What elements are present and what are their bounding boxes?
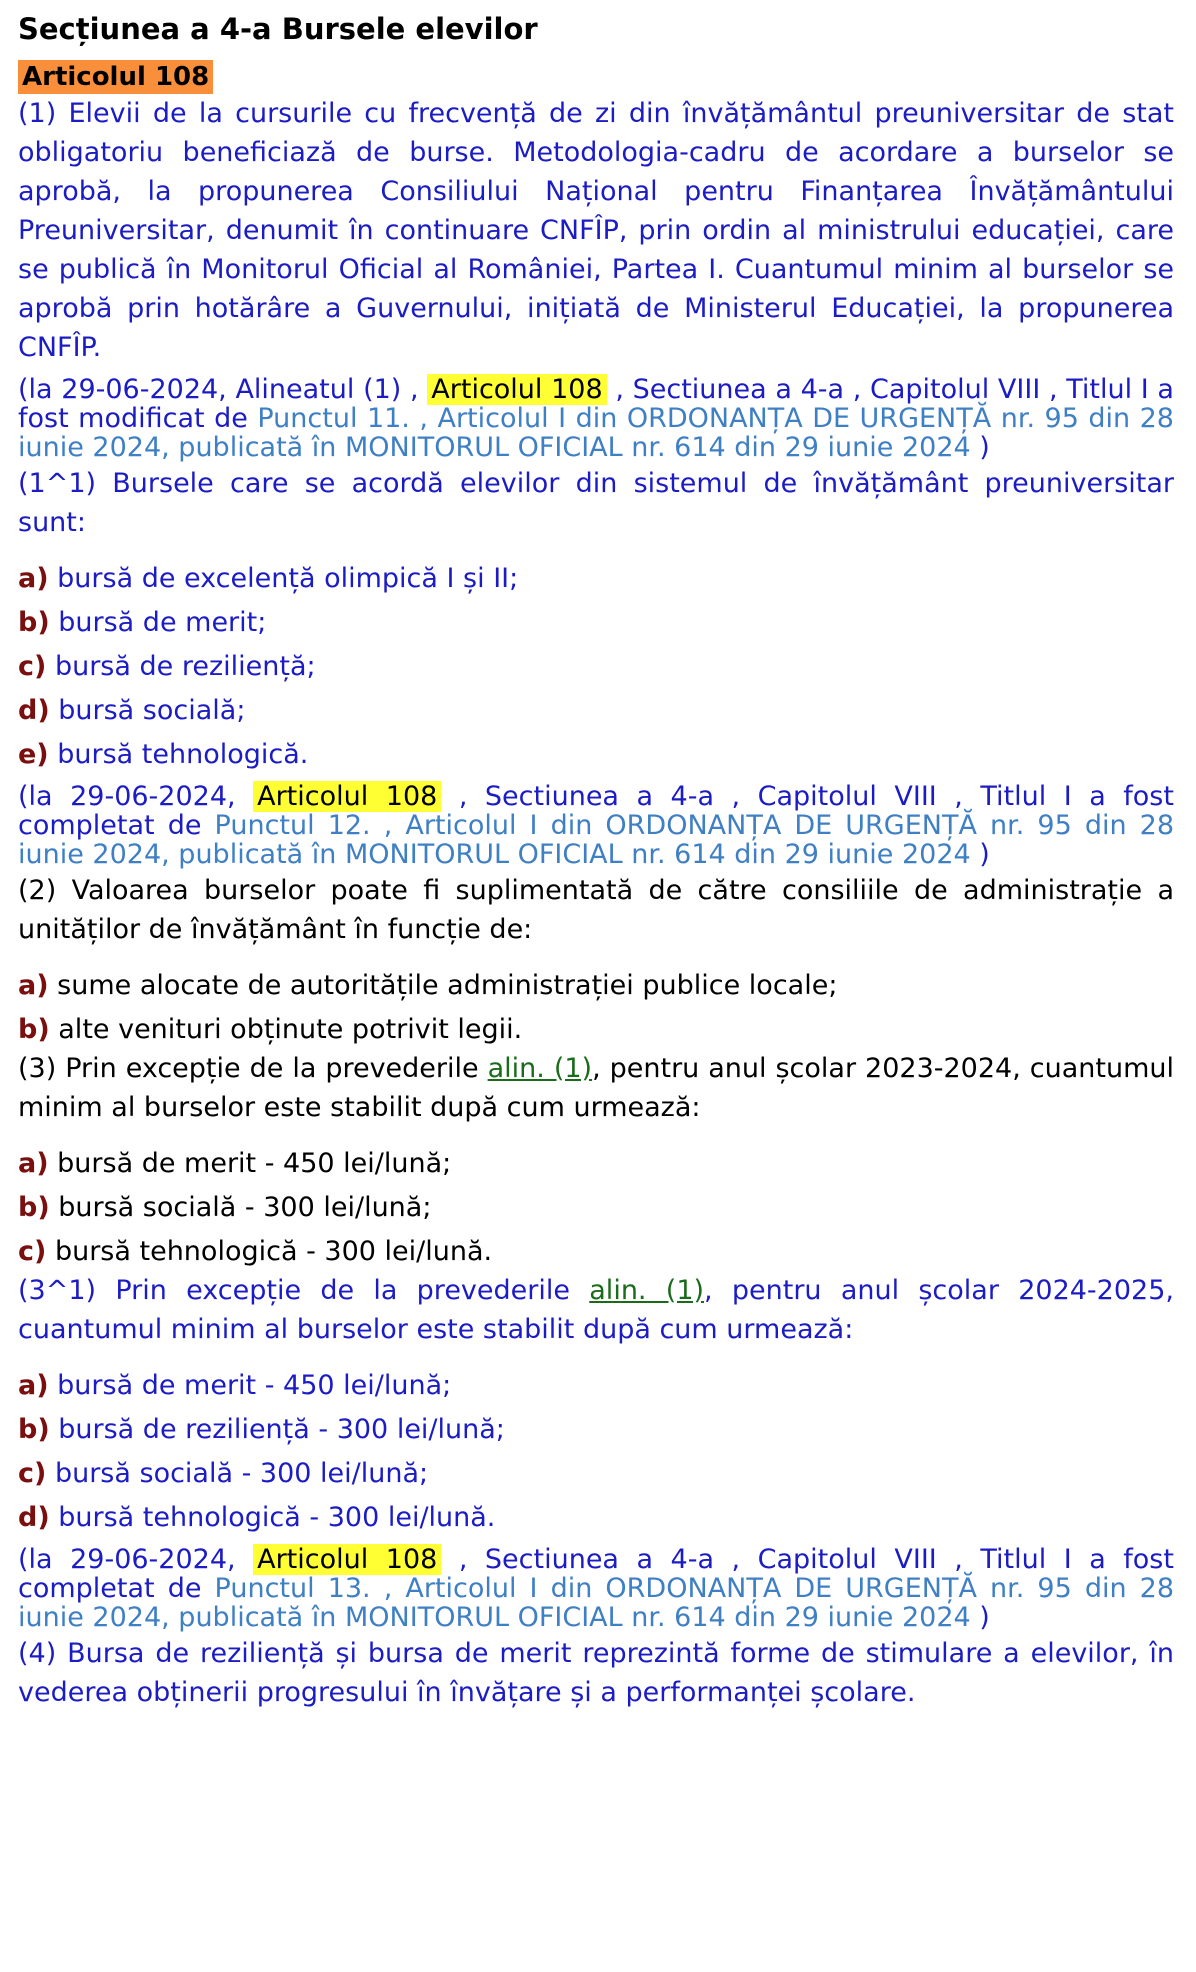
item-text: sume alocate de autoritățile administrației publice locale; xyxy=(57,970,838,1001)
alin-1-link[interactable]: alin. (1) xyxy=(589,1275,705,1306)
paragraph-text: , pentru anul școlar 2024-2025, cuantumul minim al burselor este stabilit după cum urmează: xyxy=(18,1275,1174,1345)
list-2023-2024-amounts xyxy=(18,1144,1174,1271)
item-text: bursă tehnologică. xyxy=(57,739,309,770)
history-date: (la 29-06-2024, xyxy=(18,1544,236,1575)
article-title: Articolul 108 xyxy=(18,60,213,94)
paragraph-3-1 xyxy=(18,1271,1174,1349)
item-text: bursă de merit - 450 lei/lună; xyxy=(57,1370,452,1401)
list-item xyxy=(18,1410,1174,1449)
list-item xyxy=(18,1366,1174,1405)
list-item xyxy=(18,1232,1174,1271)
item-text: bursă de reziliență - 300 lei/lună; xyxy=(58,1414,505,1445)
history-close: ) xyxy=(979,1602,990,1633)
list-burse-types xyxy=(18,559,1174,774)
item-label: c) xyxy=(18,1236,47,1267)
article-link[interactable]: Articolul 108 xyxy=(253,1544,441,1575)
item-label: d) xyxy=(18,695,50,726)
item-text: bursă tehnologică - 300 lei/lună. xyxy=(58,1502,496,1533)
list-item xyxy=(18,603,1174,642)
history-text: , Sectiunea a 4-a , Capitolul VIII , Titlul I a fost completat de xyxy=(18,1544,1174,1604)
item-label: b) xyxy=(18,1014,50,1045)
history-date: (la 29-06-2024, Alineatul (1) , xyxy=(18,374,419,405)
amendment-link[interactable]: Punctul 13. , Articolul I din ORDONANȚA DE URGENȚĂ nr. 95 din 28 iunie 2024, publicată în MONITORUL OFICIAL nr. 614 din 29 iunie 2024 xyxy=(18,1573,1175,1633)
list-item xyxy=(18,966,1174,1005)
paragraph-2: (2) Valoarea burselor poate fi suplimentată de către consiliile de administrație a unităților de învățământ în funcție de: xyxy=(18,875,1174,945)
item-text: bursă socială; xyxy=(58,695,246,726)
item-label: d) xyxy=(18,1502,50,1533)
list-item xyxy=(18,691,1174,730)
item-text: bursă socială - 300 lei/lună; xyxy=(54,1458,429,1489)
list-item xyxy=(18,1188,1174,1227)
history-text: , Sectiunea a 4-a , Capitolul VIII , Titlul I a fost modificat de xyxy=(18,374,1174,434)
item-text: alte venituri obținute potrivit legii. xyxy=(58,1014,523,1045)
item-label: a) xyxy=(18,563,49,594)
amendment-link[interactable]: Punctul 11. , Articolul I din ORDONANȚA DE URGENȚĂ nr. 95 din 28 iunie 2024, publicată în MONITORUL OFICIAL nr. 614 din 29 iunie 2024 xyxy=(18,403,1174,463)
item-text: bursă de reziliență; xyxy=(54,651,316,682)
history-note-3 xyxy=(18,1545,1174,1632)
paragraph-4: (4) Bursa de reziliență și bursa de merit reprezintă forme de stimulare a elevilor, în vederea obținerii progresului în învățare și a performanței școlare. xyxy=(18,1638,1174,1708)
item-text: bursă socială - 300 lei/lună; xyxy=(58,1192,432,1223)
list-item xyxy=(18,1010,1174,1049)
list-supplement-sources xyxy=(18,966,1174,1049)
list-item xyxy=(18,559,1174,598)
section-title: Secțiunea a 4-a Bursele elevilor xyxy=(18,12,538,46)
paragraph-3 xyxy=(18,1049,1174,1127)
history-note-2 xyxy=(18,782,1174,869)
paragraph-text: , pentru anul școlar 2023-2024, cuantumul minim al burselor este stabilit după cum urmează: xyxy=(18,1053,1174,1123)
article-heading xyxy=(18,60,1174,94)
item-text: bursă de merit - 450 lei/lună; xyxy=(57,1148,452,1179)
item-label: c) xyxy=(18,1458,47,1489)
list-item xyxy=(18,647,1174,686)
history-date: (la 29-06-2024, xyxy=(18,781,236,812)
item-label: a) xyxy=(18,1148,49,1179)
item-label: c) xyxy=(18,651,47,682)
history-note-1 xyxy=(18,375,1174,462)
item-label: b) xyxy=(18,607,50,638)
item-label: a) xyxy=(18,1370,49,1401)
list-item xyxy=(18,1454,1174,1493)
history-close: ) xyxy=(979,432,990,463)
item-label: b) xyxy=(18,1192,50,1223)
article-link[interactable]: Articolul 108 xyxy=(427,374,606,405)
item-text: bursă tehnologică - 300 lei/lună. xyxy=(54,1236,493,1267)
paragraph-1: (1) Elevii de la cursurile cu frecvență de zi din învățământul preuniversitar de stat obligatoriu beneficiază de burse. Metodologia-cadru de acordare a burselor se aprobă, la propunerea Consiliului Național pentru Finanțarea Învățământului Preuniversitar, denumit în continuare CNFÎP, prin ordin al ministrului educației, care se publică în Monitorul Oficial al României, Partea I. Cuantumul minim al burselor se aprobă prin hotărâre a Guvernului, inițiată de Ministerul Educației, la propunerea CNFÎP. xyxy=(18,98,1174,363)
list-item xyxy=(18,1498,1174,1537)
paragraph-1-1: (1^1) Bursele care se acordă elevilor din sistemul de învățământ preuniversitar sunt: xyxy=(18,468,1174,538)
item-label: e) xyxy=(18,739,49,770)
list-item xyxy=(18,735,1174,774)
paragraph-text: (3^1) Prin excepție de la prevederile xyxy=(18,1275,570,1306)
item-label: a) xyxy=(18,970,49,1001)
item-text: bursă de merit; xyxy=(58,607,267,638)
list-2024-2025-amounts xyxy=(18,1366,1174,1537)
item-label: b) xyxy=(18,1414,50,1445)
amendment-link[interactable]: Punctul 12. , Articolul I din ORDONANȚA DE URGENȚĂ nr. 95 din 28 iunie 2024, publicată în MONITORUL OFICIAL nr. 614 din 29 iunie 2024 xyxy=(18,810,1175,870)
item-text: bursă de excelență olimpică I și II; xyxy=(57,563,519,594)
article-link[interactable]: Articolul 108 xyxy=(253,781,441,812)
paragraph-text: (3) Prin excepție de la prevederile xyxy=(18,1053,479,1084)
alin-1-link[interactable]: alin. (1) xyxy=(487,1053,593,1084)
history-close: ) xyxy=(979,839,990,870)
list-item xyxy=(18,1144,1174,1183)
history-text: , Sectiunea a 4-a , Capitolul VIII , Titlul I a fost completat de xyxy=(18,781,1174,841)
